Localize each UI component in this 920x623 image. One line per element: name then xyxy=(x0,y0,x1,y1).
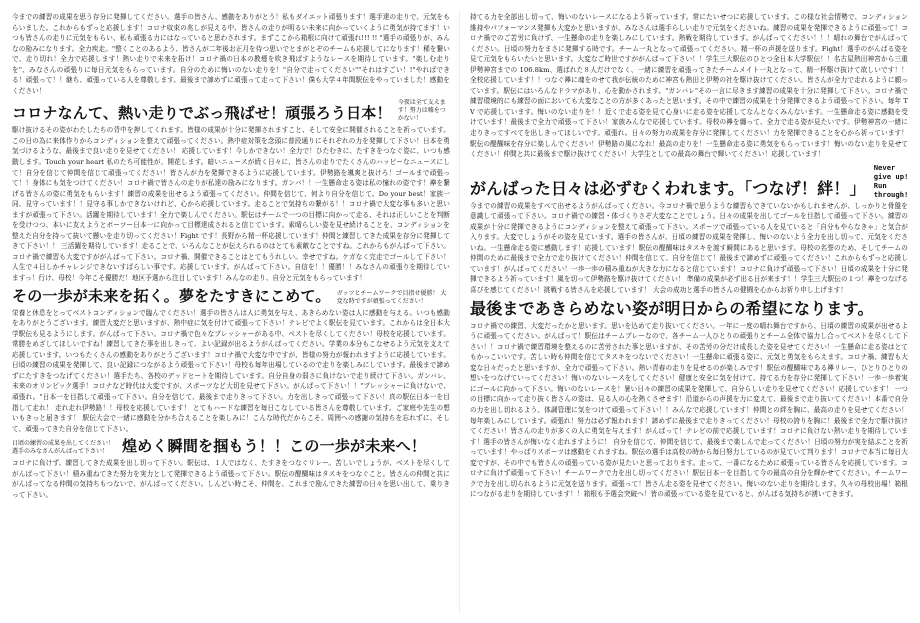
left-headline-1-aside: 今夜は全て支えます！努力は嘘をつかない！ xyxy=(397,99,446,123)
left-headline-3-lead-line-1: 日頃の練習の成果を出してください！ xyxy=(12,440,115,448)
right-paragraph-2: 今までの練習の成果をすべて出せるようがんばってください。今コロナ禍で思うような練習もできていないかもしれませんが、しっかりと骨盤を意識して頑張って下さい。コロナ禍での練習・体づくりさぞ大変なことでしょう。日々の成果を出してゴールを目指して頑張って下さい。練習の成果が十分に発揮できるようにコンディションを整えて頑張って下さい。スポーツで頑張っている人を見ていると「自分もやらなきゃ」と気合が入ります。大変でしょうがその姿を見ています。選手の皆さんが、日頃の練習の成果を発揮し、悔いのないよう全力を出し切って、元気をくださいね。一生懸命走る姿に感動します！応援しています！駅伝の醍醐味はタスキを渡す瞬間にあると思います。母校の名誉のため、そしてチームの仲間のために最後まで全力で走り抜けてください！仲間を信じて、自分を信じて！最後まで諦めずに頑張ってください！これからもずっと応援しています！がんばってください！一歩一歩の積み重ねが大きな力になると信じています！コロナに負けず頑張って下さい！日頃の成果を十分に発揮できるよう祈っています！風を切って伊勢路を駆け抜けてください！ 準備の成果が必ず出る日が来ます！！学生三大駅伝の１つ！襷をつなげる喜びを感じてください！挑戦する皆さんを応援しています！ 大会の成功と選手の皆さんの健闘を心からお祈り申し上げます！ xyxy=(470,201,908,295)
right-headline-1-text: がんばった日々は必ずむくわれます。「つなげ！絆！」 xyxy=(470,178,866,198)
left-headline-1 xyxy=(12,99,450,123)
right-column xyxy=(470,12,908,618)
left-headline-3-lead-line-2: 選手のみなさんがんばって下さい！ xyxy=(12,448,109,456)
left-headline-2-text: その一歩が未来を拓く。夢をたすきにこめて。 xyxy=(12,286,331,305)
left-paragraph-3: 栄養と休息をとってベストコンディションで臨んでください！選手の皆さんは人に勇気を与え、あきらめない姿は人に感動を与える。いつも感動をありがとうございます。練習大変だと思いますが、熱中症に気を付けて頑張って下さい！テレビでよく駅伝を見ています。これからは全日本大学駅伝も見るようにします。がんばって下さい。コロナ禍で色々なプレッシャーがある中、ベストを尽くしてください！母校を応援しています。常勝をめざしてほしいですね！練習してきた事を出しきって、よい記録が出るようがんばってください。学業の本分もこなせるよう元気を支えて応援しています。いつもたくさんの感動をありがとうございます！コロナ禍で大変な中ですが、皆様の努力が報われますように応援しています。日頃の練習の成果を発揮して、良い記録につながるよう頑張って下さい！母校も毎年出場しているので走りを楽しみにしています。最後まで諦めずにたすきをつなげてください！選手たち、各校のデッドヒートを期待しています。自分自身の弱さに負けないで走り続けて下さい。ガンバレ、未来のオリンピック選手！コロナなど時代は大変ですが、スポーツなど大切を見せて下さい。がんばって下さい！！"プレッシャーに負けないで、頑張れ。"日本一を目指して頑張って下さい。自分を信じて、最後まで走りきって下さい。力を出しきって頑張って下さい！真の駅伝日本一を目指して走れ！ 走れ走れ伊勢路！！母校を応援しています！ とてもハードな練習を毎日こなしている皆さんを尊敬しています。ご家庭や先生の想いもきっと届きます！ 駅伝大会で一緒に感動を分かち合えることを楽しみに！こんな時代だからこそ、周囲への感謝の気持ちを忘れずに、そして、頑張ってきた自分を信じて下さい。 xyxy=(12,308,450,433)
right-headline-2-text: 最後まであきらめない姿が明日からの希望になります。 xyxy=(470,298,874,318)
right-headline-2 xyxy=(470,299,908,319)
left-column xyxy=(12,12,450,618)
left-paragraph-2: 駆け抜けるその姿がわたしたちの背中を押してくれます。皆様の成果が十分に発揮されますこと、そして安全に開催されることを祈っています。この日の為に来体作りからコンディションを整えて頑張ってください。熱中症対策を念頭に普段通りにそれぞれの力を発揮して下さい！日本を勇気づけるような、最後まで良い走りを見せてください！ 応援しています！今しかできない！全力で！ひたむきに、たすきをつなぐ姿に、いつも感動します。Touch your heart 私のたち可能性が、開花します。暗いニュースが続く日々に、皆さんの走りでたくさんのハッピーなニュースにして！自分を信じて仲間を信じて頑張ってください！皆さんが力を発揮できるように応援しています。伊勢路を颯爽と抜けろ！ゴールまで頑張って！！身体にも気をつけてください！コロナ禍で皆さんの走りが私達の励みになります。ガンバ！！一生懸命走る姿は私の憧れの姿です！襷を繋げる皆さんの姿に勇気をもらいます！練習の成果を出せるよう頑張ってください。仲間を信じて、何より自分を信じて。Do your best！家族一同、見守っています！！見守る事しかできないけれど、心から応援しています。走ることで気持ちの繋がる！！コロナ禍で大変な事も多いと思いますが頑張って下さい。活躍を期待しています！全力で楽しんでください。駅伝はチームで一つの目標に向かって走る、それは正しいことを判断を受けつつ、本いに友えようとボーツー日本一に向かって目標達成されると信じています。素晴らしい姿を見せ続けることを、コンディションを整えた自分を持って抜いて懸いを走り切ってください！Fight です！長野から精一杯応援しています！仲間と練習してきた成果を存分に発揮してきて下さい！！ 三活躍を期待しています！走ることで、いろんなことが伝えられるのはとても素敵なことですね。これからもがんばって下さい。コロナ禍で練習も大変ですががんばって下さい。コロナ禍、開催できることはとてもうれしい。幸せですね。ケガなく完走でゴールして下さい！人生で４日しかチャレンジできないすばらしい事です。応援しています。がんばって下さい。自信を！！優勝！！みなさんの頑張りを期待していますっ！行け、母校！今年こそ優勝だ！地区予選から注目しています！みんなの走り、自分と元気をもらっています！ xyxy=(12,126,450,283)
left-headline-3 xyxy=(12,437,450,456)
left-headline-3-text: 煌めく瞬間を掴もう！！この一歩が未来へ！ xyxy=(122,437,427,456)
left-paragraph-1: 今までの練習の成果を思う存分に発揮してください。選手の皆さん、感動をありがとう！私もダイエット頑張ります！選手達の走りで、元気をもらいました。これからもずっと応援します！コロナ収束の兆しが見える中、皆さんの走りが明るい未来に向かっていくように勇気が持てます！いつも皆さんの走りに元気をもらい、私も頑張る力にはなっていると思わされます。まずここから箱根に向けて頑張れ!!! !! "選手の頑張りが、みんなの励みになります。全力疾走。"整くことのあるよう、皆さんが二年後お正月を待つ思いでとまがとぞのチームも応援してになります！稀を繋いで、走り切れ！全力で応援します！熱い走りで未来を拓け！コロナ禍の日本の教煙を吹き飛ばすようなレースを期待しています。"楽しむ走りを"、みなさんの頑張りに毎日元気をもらっています。自分のために悔いのない走りを！"自分で走ってください""それはすごい！!"やればできる！頑張って！！継ち、頑張っている人を尊敬します。最後まで諦めずに頑張って走って下さい！僕も大学４年間駅伝をやっていました！感動をください！ xyxy=(12,13,450,95)
left-headline-2 xyxy=(12,287,450,306)
right-headline-1 xyxy=(470,163,908,199)
left-headline-2-aside: ガッツとチームワークで目指せ優勝！ 大変な時ですが頑張ってください！ xyxy=(336,289,447,305)
column-gutter xyxy=(459,10,460,613)
left-headline-3-lead xyxy=(12,440,114,456)
right-headline-1-aside: Never give up! Run through! xyxy=(873,162,908,199)
left-paragraph-4: コロナに負けず、練習してきた成果を出し切って下さい。駅伝は、１人ではなく、たすきをつなぐリレー。苦しいでしょうが、ベストを尽くしてがんばって下さい！積み重ねてきた努力を実力として発揮できるよう頑張って下さい。駅伝の醍醐味はタスキをつなぐこと。皆さんの仲間と共にがんばってなる仲間の気持ちもつないで、がんばってください。しんどい時こそ、仲間を、これまで励んできた練習の日々を思い出して、乗りきって下さい。 xyxy=(12,459,450,499)
right-paragraph-1: 持てる力を全部出し切って、悔いのないレースになるよう祈っています。常にたいせつに応援しています。この様な社会情勢で、コンディション維持やパフォーマンス発揮も大変かと思いますが、みなさんは選手らしい走りで元気をくださいね。練習の成果を発揮できるように頑張って！コロナ禍でのご苦労に負けず、一生懸命の走りを楽しみにしています。熱戦を期待しています。がんばってください！！！晴れの舞台でがんばってください。日頃の努力をまさに発揮する時です。チーム一丸となって頑張ってください。精一杯の声援を送ります。Fight！選手のがんばる姿を見て元気をもらいたいと思います。大変なご時世ですががんばって下さい！！学生三大駅伝のひとつ全日本大学駅伝！！名古屋熱田神宮から三重伊勢神宮までの 106.8km、選ばれた８人だけでなく、一緒に練習を頑張ってきたチームメイト一丸となって、精一杯駆け抜けて欲しいです！！全校応援しています！！つなぐ襷に魂をのせて我が伝統のために神宮も熱田と伊勢の社を駆け抜けてください。皆さんが全力で走れるように願っています。駅伝にはいろんなドラマがあり、心を動かされます。"ガンバレ"その一言に尽きます練習の成果を十分に発揮して下さい。コロナ禍で練習環境的にも練習の面においても大変なことの方が多くあったと思います。その中で練習の成果を十分発揮できるよう頑張って下さい。毎年 TV で応援しています。悔いのない走りを！！近くで走る姿を見て心身いに走る姿を応援してなんとなくみんないます。一生懸命走る姿に感動を受けています！最後まで全力で頑張って下さい！家族みんなで応援しています。母校の襷を纏って、全力で走る姿が見たいです。伊勢神宮の一緒に走りきってすべてを出しきってほしいです。頑張れ。日々の努力の成果を存分に発揮してください！力を発揮できることを心から祈っています！駅伝の醍醐味を存分に楽しんでください！伊勢路の風になれ！最高の走りを！一生懸命走る姿に勇気をもらっています！悔いのない走りを見せてください！仲間と共に最後まで駆け抜けてください！大学生としての最高の舞台で輝いてください！応援しています！ xyxy=(470,13,908,159)
left-headline-1-text: コロナなんて、熱い走りでぶっ飛ばせ！頑張ろう日本！ xyxy=(12,104,392,123)
right-paragraph-3: コロナ禍での練習、大変だったかと思います。思いを込めて走り抜いてください。一年に一度の晴れ舞台ですから、日頃の練習の成果が出せるように頑張ってください。がんばって！駅伝はチームプレーなので、各チーム一人ひとりの頑張りとチーム全体で協力し合ってベストを尽くして下さい！！コロナ禍で練習環境を整えるのに苦労された事と思いますが、その苦労の分だけ成長した姿を見せてください！一生懸命に走る姿はとてもかっこいいです。苦しい時も仲間を信じてタスキをつないでください！一生懸命に頑張る姿に、元気と勇気をもらえます。コロナ禍、練習も大変な日々だったと思いますが、全力で頑張って下さい。熱い青春の走りを見せるのが楽しみです！駅伝の醍醐味である襷リレー、ひとりひとりの想いをつなげていってください！悔いのないレースをしてください！健康と安全に気を付けて、持てる力を存分に発揮して下さい！一歩一歩着実にゴールに向かって下さい。悔いのないレースを！暑い日々の練習の成果を発揮して、自分らしい走りを見せてください！応援しています！ 一つの目標に向かって走り抜く皆さんの姿は、見る人の心を熱くさせます！沿道からの声援を力に変えて、最後まで走り抜いてください！本番で自分の力を出し切れるよう、体調管理に気をつけて頑張って下さい！！みんなで応援しています！仲間との絆を胸に、最高の走りを見せてください！毎年楽しみにしています。頑張れ！努力は必ず報われます！諦めずに最後まで走りきってください！母校の誇りを胸に！最後まで全力で駆け抜けてください！皆さんの走りが多くの人に勇気を与えます！がんばって！テレビの前で応援しています！コロナに負けない熱い走りを期待しています！選手の皆さんが悔いなく走れますように！ 自分を信じて、仲間を信じて、最後まで楽しんで走ってください！日頃の努力が実を結ぶことを祈っています！やっぱりスポーツは感動をくれますね、駅伝の選手は高校の時から毎日努力しているのが見ていて判ります！コロナで本当に毎日大変ですが、その中でも皆さんの頑張っている姿が見たいと思っております。走って、一番になるために頑張っている皆さんを応援しています。コロナに負けず頑張って下さい！チームワークで力を出し切ってください！駅伝日本一を目指して今の最高の自分を輝かせてください。チームワークで力を出し切られるように元気を送ります。頑張って！皆さん走る姿を見せてください。悔いのない走りを期待します。久々の母校出場！箱根につながる走りを期待しています！！箱根も予選会突破へ！皆の頑張っている姿を見ていると、がんばる気持ちが湧いてきます。 xyxy=(470,321,908,499)
